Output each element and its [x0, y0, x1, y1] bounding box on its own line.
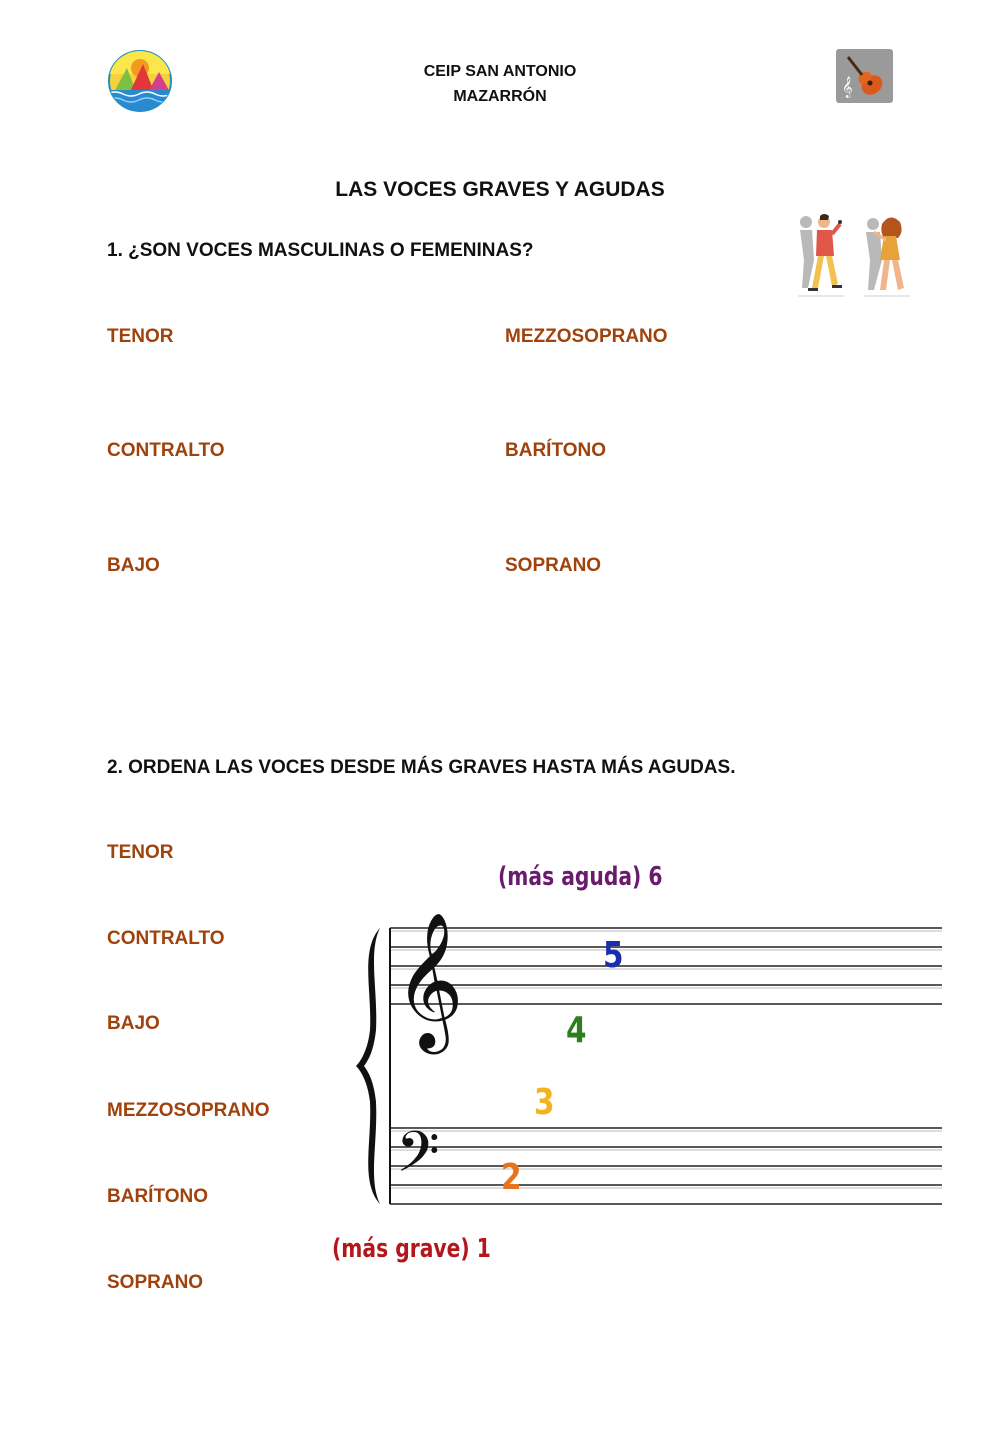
question-1: 1. ¿SON VOCES MASCULINAS O FEMENINAS? [107, 240, 534, 261]
svg-text:𝄞: 𝄞 [842, 77, 853, 98]
page-title: LAS VOCES GRAVES Y AGUDAS [335, 178, 665, 201]
number-5: 5 [603, 935, 624, 976]
school-name-line1: CEIP SAN ANTONIO [423, 63, 577, 80]
singers-illustration [788, 210, 918, 302]
q1-left-voice-3: BAJO [107, 555, 160, 576]
q2-voice-6[interactable]: SOPRANO [107, 1272, 204, 1293]
grand-staff [350, 880, 944, 1210]
q2-voice-3[interactable]: BAJO [107, 1013, 160, 1034]
guitar-icon [836, 49, 893, 103]
treble-clef: 𝄞 [394, 910, 464, 1048]
brace [356, 928, 380, 1204]
number-2: 2 [501, 1157, 522, 1198]
highest-label: (más aguda) 6 [498, 862, 663, 892]
number-3: 3 [534, 1082, 555, 1123]
lowest-label: (más grave) 1 [332, 1234, 491, 1264]
q1-right-voice-3: SOPRANO [505, 555, 602, 576]
q2-voice-1[interactable]: TENOR [107, 842, 174, 863]
bass-staff-lines [390, 1128, 942, 1204]
bass-clef: 𝄢 [396, 1120, 440, 1199]
q2-voice-2[interactable]: CONTRALTO [107, 928, 225, 949]
treble-staff-lines [390, 928, 942, 1004]
school-name-line2: MAZARRÓN [453, 88, 547, 105]
q2-voice-5[interactable]: BARÍTONO [107, 1186, 208, 1207]
q1-left-voice-2: CONTRALTO [107, 440, 225, 461]
q1-left-voice-1: TENOR [107, 326, 174, 347]
school-logo [107, 50, 173, 112]
question-2: 2. ORDENA LAS VOCES DESDE MÁS GRAVES HASTA MÁS AGUDAS. [107, 757, 736, 778]
q1-right-voice-2: BARÍTONO [505, 440, 606, 461]
q2-voice-4[interactable]: MEZZOSOPRANO [107, 1100, 270, 1121]
q1-right-voice-1: MEZZOSOPRANO [505, 326, 668, 347]
number-4: 4 [566, 1010, 587, 1051]
